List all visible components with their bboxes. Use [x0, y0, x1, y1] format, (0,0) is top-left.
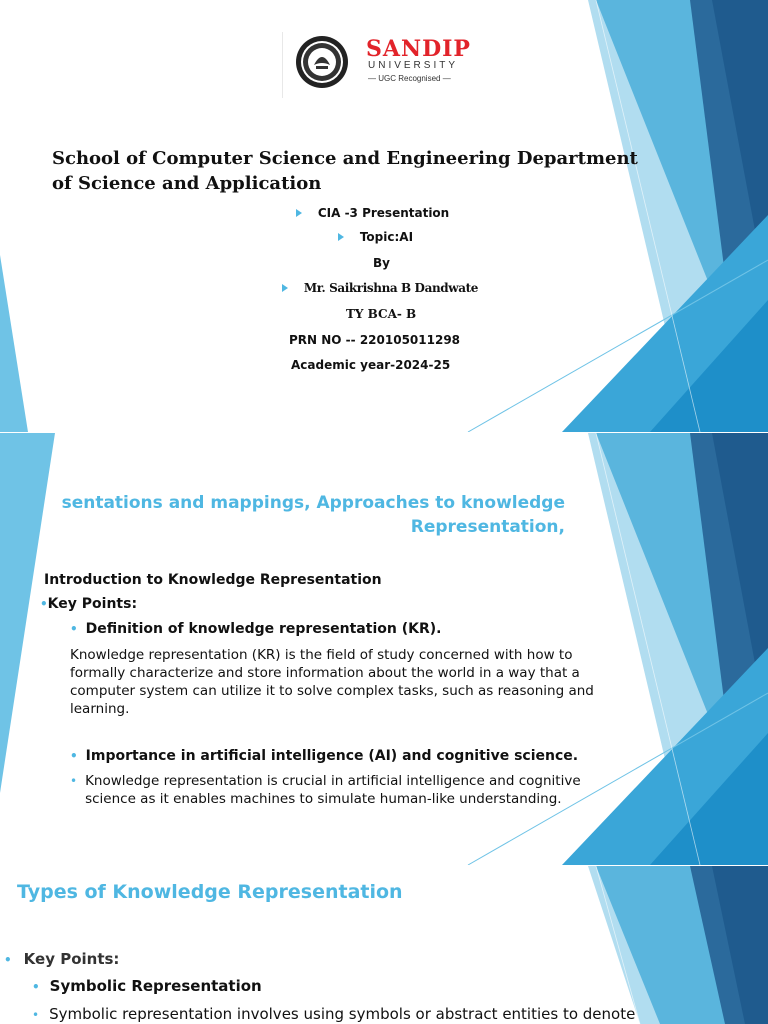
logo-divider	[282, 32, 283, 98]
bullet-dot-icon: •	[4, 953, 12, 967]
bullet-dot-icon: •	[70, 774, 78, 788]
definition-paragraph: Knowledge representation (KR) is the field of study concerned with how to formally characterize and store information about the world in a way that a computer system can utilize it to solve complex tasks, such as reasoning and learning.	[70, 647, 594, 717]
slide1-title: School of Computer Science and Engineering Department of Science and Application	[52, 148, 638, 194]
slide2-title-line2: Representation,	[410, 517, 565, 537]
line-cia: CIA -3 Presentation	[296, 206, 449, 220]
bullet-dot-icon: •	[40, 597, 48, 611]
slide2-title-line1-wrap	[0, 493, 565, 517]
sandip-seal-icon	[295, 35, 349, 93]
slide3-key-points: • Key Points:	[4, 950, 120, 968]
slide-title	[0, 0, 768, 432]
line-year: Academic year-2024-25	[291, 358, 451, 372]
bullet-dot-icon: •	[32, 1008, 40, 1022]
intro-heading: Introduction to Knowledge Representation	[44, 572, 382, 588]
logo-sub: UNIVERSITY	[368, 60, 459, 71]
logo-tagline-row: — UGC Recognised —	[368, 74, 451, 83]
bullet-importance-detail: • Knowledge representation is crucial in artificial intelligence and cognitive science as it enables machines to simulate human-like understanding.	[70, 773, 581, 807]
line-name: Mr. Saikrishna B Dandwate	[282, 281, 478, 295]
logo-brand: SANDIP	[366, 36, 471, 62]
slide3-bullet-symbolic: • Symbolic Representation	[32, 977, 262, 995]
bullet-dot-icon: •	[70, 622, 78, 636]
logo-tagline: UGC Recognised	[378, 74, 441, 83]
bullet-dot-icon: •	[32, 980, 40, 994]
line-class: TY BCA- B	[346, 307, 417, 321]
bullet-importance: • Importance in artificial intelligence (AI) and cognitive science.	[70, 748, 579, 764]
line-prn: PRN NO -- 220105011298	[289, 333, 461, 347]
line-topic: Topic:AI	[338, 230, 413, 244]
slide-types-kr	[0, 866, 768, 1024]
bullet-triangle-icon	[296, 209, 302, 217]
bullet-triangle-icon	[282, 284, 288, 292]
slide3-title: Types of Knowledge Representation	[17, 881, 403, 903]
line-by: By	[373, 256, 390, 270]
bullet-dot-icon: •	[70, 749, 78, 763]
bullet-triangle-icon	[338, 233, 344, 241]
slide3-bullet-symbolic-detail: • Symbolic representation involves using symbols or abstract entities to denote	[32, 1005, 636, 1023]
slide-intro-kr	[0, 433, 768, 865]
key-points-label: •Key Points:	[40, 596, 138, 612]
slide2-title-line1: sentations and mappings, Approaches to knowledge	[61, 493, 565, 513]
bullet-definition: • Definition of knowledge representation (KR).	[70, 621, 442, 637]
